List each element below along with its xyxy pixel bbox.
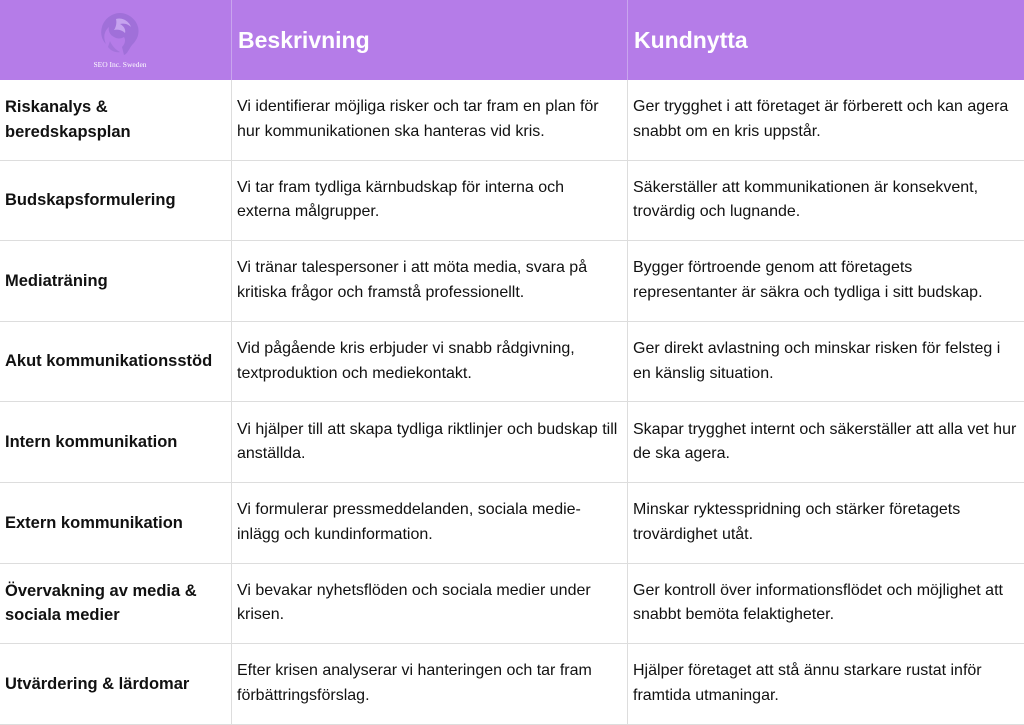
row-description: Vi bevakar nyhetsflöden och sociala medier under krisen. <box>232 564 628 645</box>
row-description: Vid pågående kris erbjuder vi snabb rådgivning, textproduktion och mediekontakt. <box>232 322 628 403</box>
company-logo <box>60 4 180 76</box>
row-label: Riskanalys & beredskapsplan <box>0 80 232 161</box>
row-description: Vi formulerar pressmeddelanden, sociala medie-inlägg och kundinformation. <box>232 483 628 564</box>
row-label: Intern kommunikation <box>0 402 232 483</box>
row-benefit: Hjälper företaget att stå ännu starkare rustat inför framtida utmaningar. <box>628 644 1024 725</box>
row-label: Utvärdering & lärdomar <box>0 644 232 725</box>
logo-text: SEO Inc. Sweden <box>93 60 147 69</box>
row-description: Efter krisen analyserar vi hanteringen och tar fram förbättringsförslag. <box>232 644 628 725</box>
header-benefit: Kundnytta <box>628 0 1024 80</box>
header-logo-cell <box>0 0 232 80</box>
row-label: Extern kommunikation <box>0 483 232 564</box>
row-description: Vi tar fram tydliga kärnbudskap för interna och externa målgrupper. <box>232 161 628 242</box>
row-benefit: Minskar ryktesspridning och stärker företagets trovärdighet utåt. <box>628 483 1024 564</box>
header-description: Beskrivning <box>232 0 628 80</box>
row-description: Vi hjälper till att skapa tydliga riktlinjer och budskap till anställda. <box>232 402 628 483</box>
row-label: Övervakning av media & sociala medier <box>0 564 232 645</box>
lion-head-icon <box>98 11 142 57</box>
row-benefit: Ger trygghet i att företaget är förberett och kan agera snabbt om en kris uppstår. <box>628 80 1024 161</box>
row-benefit: Skapar trygghet internt och säkerställer att alla vet hur de ska agera. <box>628 402 1024 483</box>
row-benefit: Säkerställer att kommunikationen är konsekvent, trovärdig och lugnande. <box>628 161 1024 242</box>
row-label: Mediaträning <box>0 241 232 322</box>
row-description: Vi tränar talespersoner i att möta media, svara på kritiska frågor och framstå professionellt. <box>232 241 628 322</box>
row-benefit: Bygger förtroende genom att företagets representanter är säkra och tydliga i sitt budskap. <box>628 241 1024 322</box>
row-benefit: Ger kontroll över informationsflödet och möjlighet att snabbt bemöta felaktigheter. <box>628 564 1024 645</box>
row-description: Vi identifierar möjliga risker och tar fram en plan för hur kommunikationen ska hanteras vid kris. <box>232 80 628 161</box>
row-label: Budskapsformulering <box>0 161 232 242</box>
row-benefit: Ger direkt avlastning och minskar risken för felsteg i en känslig situation. <box>628 322 1024 403</box>
row-label: Akut kommunikationsstöd <box>0 322 232 403</box>
